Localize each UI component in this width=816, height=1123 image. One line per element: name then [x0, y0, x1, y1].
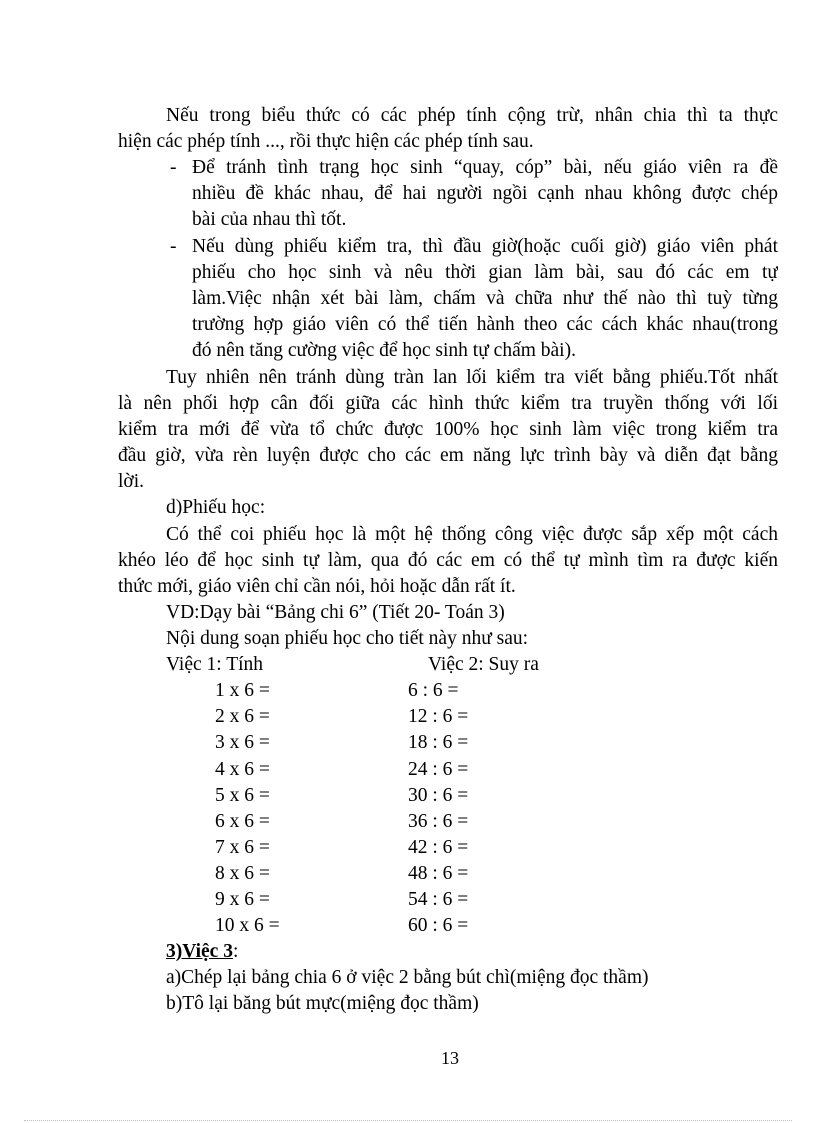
- bullet1-line2: nhiều đề khác nhau, để hai người ngồi cạnh nhau không được chép: [192, 183, 778, 204]
- bullet1-dash: -: [170, 157, 177, 178]
- division-item: 60 : 6 =: [408, 915, 469, 936]
- content-line: Nội dung soạn phiếu học cho tiết này như sau:: [166, 628, 529, 649]
- bullet1-line1: Để tránh tình trạng học sinh “quay, cóp” bài, nếu giáo viên ra đề: [192, 157, 778, 178]
- paragraph3-line3: thức mới, giáo viên chỉ cần nói, hỏi hoặc dẫn rất ít.: [118, 576, 516, 597]
- division-item: 36 : 6 =: [408, 811, 469, 832]
- paragraph2-line1: Tuy nhiên nên tránh dùng tràn lan lối kiểm tra viết bằng phiếu.Tốt nhất: [166, 367, 778, 388]
- task3-heading: [166, 939, 238, 965]
- bullet2-dash: -: [170, 236, 177, 257]
- division-item: 54 : 6 =: [408, 889, 469, 910]
- paragraph1-line1: Nếu trong biểu thức có các phép tính cộng trừ, nhân chia thì ta thực: [166, 105, 778, 126]
- task1-label: Việc 1: Tính: [166, 654, 264, 675]
- paragraph1-line2: hiện các phép tính ..., rồi thực hiện các phép tính sau.: [118, 131, 534, 152]
- task3-colon: :: [232, 941, 239, 962]
- page-number: 13: [441, 1048, 459, 1068]
- multiplication-item: 1 x 6 =: [215, 680, 270, 701]
- bullet2-line3: làm.Việc nhận xét bài làm, chấm và chữa như thế nào thì tuỳ từng: [192, 288, 778, 309]
- multiplication-item: 10 x 6 =: [215, 915, 280, 936]
- multiplication-item: 4 x 6 =: [215, 759, 270, 780]
- bullet2-line5: đó nên tăng cường việc để học sinh tự chấm bài).: [192, 340, 576, 361]
- paragraph2-line5: lời.: [118, 471, 145, 492]
- multiplication-item: 7 x 6 =: [215, 837, 270, 858]
- section-heading: d)Phiếu học:: [166, 497, 266, 518]
- task3-label: 3)Việc 3: [166, 941, 233, 962]
- multiplication-item: 3 x 6 =: [215, 732, 270, 753]
- division-item: 6 : 6 =: [408, 680, 459, 701]
- division-item: 12 : 6 =: [408, 706, 469, 727]
- bullet1-line3: bài của nhau thì tốt.: [192, 209, 347, 230]
- multiplication-item: 5 x 6 =: [215, 785, 270, 806]
- page-bottom-divider: [24, 1120, 792, 1121]
- multiplication-item: 2 x 6 =: [215, 706, 270, 727]
- paragraph2-line3: kiểm tra mới để vừa tổ chức được 100% học sinh làm việc trong kiểm tra: [118, 419, 778, 440]
- bullet2-line1: Nếu dùng phiếu kiểm tra, thì đầu giờ(hoặc cuối giờ) giáo viên phát: [192, 236, 778, 257]
- paragraph3-line2: khéo léo để học sinh tự làm, qua đó các em có thể tự mình tìm ra được kiến: [118, 550, 778, 571]
- multiplication-item: 6 x 6 =: [215, 811, 270, 832]
- multiplication-item: 8 x 6 =: [215, 863, 270, 884]
- task3-item-b: b)Tô lại băng bút mực(miệng đọc thầm): [166, 993, 479, 1014]
- multiplication-item: 9 x 6 =: [215, 889, 270, 910]
- division-item: 30 : 6 =: [408, 785, 469, 806]
- division-item: 48 : 6 =: [408, 863, 469, 884]
- paragraph2-line2: là nên phối hợp cân đối giữa các hình thức kiểm tra truyền thống với lối: [118, 393, 778, 414]
- division-item: 24 : 6 =: [408, 759, 469, 780]
- task2-label: Việc 2: Suy ra: [428, 654, 539, 675]
- division-item: 42 : 6 =: [408, 837, 469, 858]
- task3-item-a: a)Chép lại bảng chia 6 ở việc 2 bằng bút chì(miệng đọc thầm): [166, 967, 649, 988]
- example-line: VD:Dạy bài “Bảng chi 6” (Tiết 20- Toán 3): [166, 602, 505, 623]
- paragraph3-line1: Có thể coi phiếu học là một hệ thống công việc được sắp xếp một cách: [166, 524, 778, 545]
- bullet2-line4: trường hợp giáo viên có thể tiến hành theo các cách khác nhau(trong: [192, 314, 778, 335]
- division-item: 18 : 6 =: [408, 732, 469, 753]
- bullet2-line2: phiếu cho học sinh và nêu thời gian làm bài, sau đó các em tự: [192, 262, 778, 283]
- paragraph2-line4: đầu giờ, vừa rèn luyện được cho các em năng lực trình bày và diễn đạt bằng: [118, 445, 778, 466]
